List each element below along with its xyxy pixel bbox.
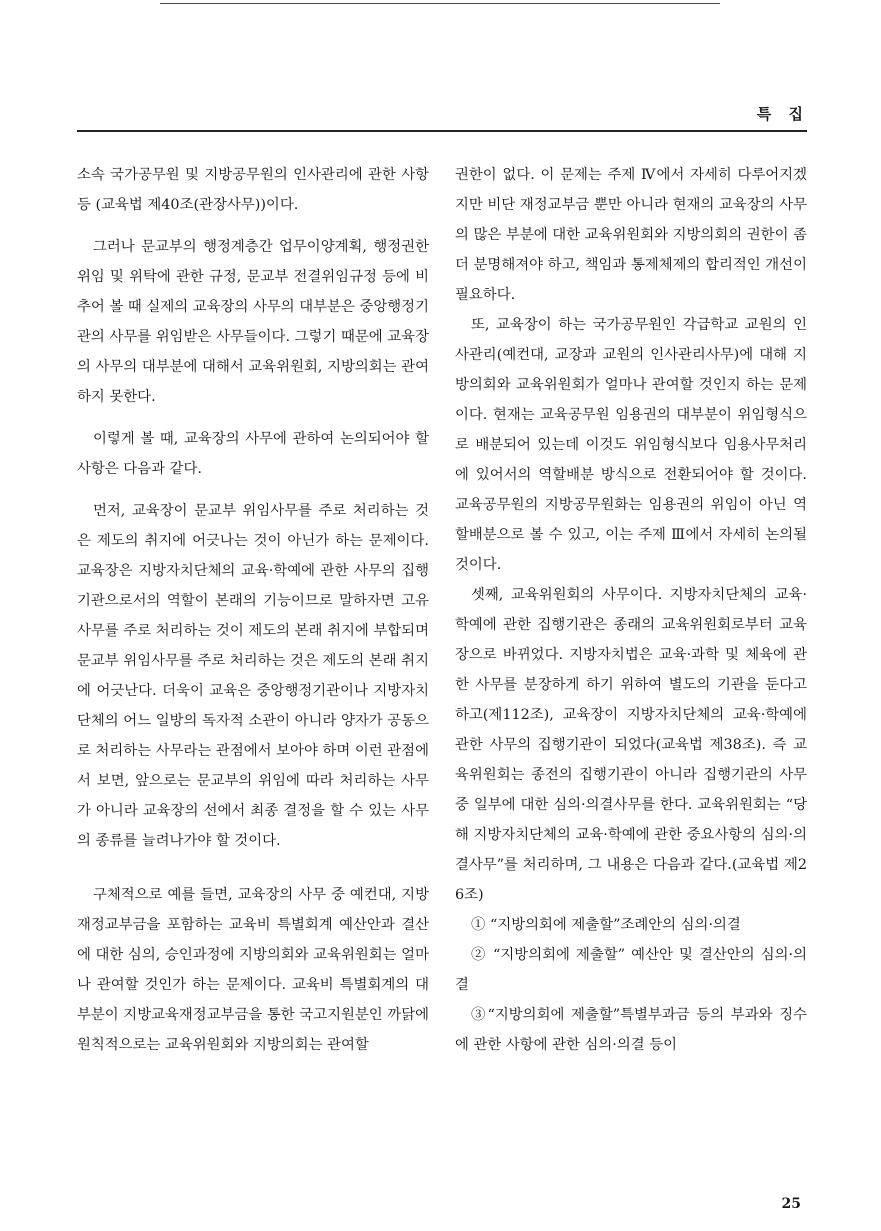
page-number: 25 bbox=[781, 1196, 801, 1212]
left-paragraph-1: 소속 국가공무원 및 지방공무원의 인사관리에 관한 사항 등 (교육법 제40조(관장사무))이다. bbox=[77, 167, 429, 213]
section-label: 특 집 bbox=[756, 105, 809, 123]
right-list-item-2: ② “지방의회에 제출할” 예산안 및 결산안의 심의·의결 bbox=[455, 947, 807, 993]
header-rule bbox=[77, 130, 807, 132]
right-paragraph-2: 또, 교육장이 하는 국가공무원인 각급학교 교원의 인사관리(예컨대, 교장과 교원의 인사관리사무)에 대해 지방의회와 교육위원회가 얼마나 관여할 것인지 하는 문제이다. 현재는 교육공무원 임용권의 대부분이 위임형식으로 배분되어 있는데 이것도 위임형식보다 임용사무처리에 있어서의 역할배분 방식으로 전환되어야 할 것이다. 교육공무원의 지방공무원화는 임용권의 위임이 아닌 역할배분으로 볼 수 있고, 이는 주제 Ⅲ에서 자세히 논의될 것이다. bbox=[455, 317, 807, 573]
right-paragraph-3: 셋째, 교육위원회의 사무이다. 지방자치단체의 교육·학예에 관한 집행기관은 종래의 교육위원회로부터 교육장으로 바뀌었다. 지방자치법은 교육·과학 및 체육에 관한 사무를 분장하게 하기 위하여 별도의 기관을 둔다고 하고(제112조), 교육장이 지방자치단체의 교육·학예에 관한 사무의 집행기관이 되었다(교육법 제38조). 즉 교육위원회는 종전의 집행기관이 아니라 집행기관의 사무중 일부에 대한 심의·의결사무를 한다. 교육위원회는 “당해 지방자치단체의 교육·학예에 관한 중요사항의 심의·의결사무”를 처리하며, 그 내용은 다음과 같다.(교육법 제26조) bbox=[455, 587, 807, 903]
left-column bbox=[77, 160, 429, 1060]
top-border-line bbox=[160, 3, 720, 4]
left-paragraph-3: 이렇게 볼 때, 교육장의 사무에 관하여 논의되어야 할 사항은 다음과 같다. bbox=[77, 431, 429, 477]
left-paragraph-2: 그러나 문교부의 행정계층간 업무이양계획, 행정권한위임 및 위탁에 관한 규정, 문교부 전결위임규정 등에 비추어 볼 때 실제의 교육장의 사무의 대부분은 중앙행정기관의 사무를 위임받은 사무들이다. 그렇기 때문에 교육장의 사무의 대부분에 대해서 교육위원회, 지방의회는 관여하지 못한다. bbox=[77, 239, 429, 405]
left-paragraph-5: 구체적으로 예를 들면, 교육장의 사무 중 예컨대, 지방재정교부금을 포함하는 교육비 특별회계 예산안과 결산에 대한 심의, 승인과정에 지방의회와 교육위원회는 얼마나 관여할 것인가 하는 문제이다. 교육비 특별회계의 대부분이 지방교육재정교부금을 통한 국고지원분인 까닭에 원칙적으로는 교육위원회와 지방의회는 관여할 bbox=[77, 887, 429, 1053]
right-list-item-3: ③“지방의회에 제출할”특별부과금 등의 부과와 징수에 관한 사항에 관한 심의·의결 등이 bbox=[455, 1007, 807, 1053]
right-paragraph-1: 권한이 없다. 이 문제는 주제 Ⅳ에서 자세히 다루어지겠지만 비단 재정교부금 뿐만 아니라 현재의 교육장의 사무의 많은 부분에 대한 교육위원회와 지방의회의 권한이 좀 더 분명해져야 하고, 책임과 통제체제의 합리적인 개선이 필요하다. bbox=[455, 167, 807, 303]
left-paragraph-4: 먼저, 교육장이 문교부 위임사무를 주로 처리하는 것은 제도의 취지에 어긋나는 것이 아닌가 하는 문제이다. 교육장은 지방자치단체의 교육·학예에 관한 사무의 집행기관으로서의 역할이 본래의 기능이므로 말하자면 고유사무를 주로 처리하는 것이 제도의 본래 취지에 부합되며 문교부 위임사무를 주로 처리하는 것은 제도의 본래 취지에 어긋난다. 더욱이 교육은 중앙행정기관이나 지방자치단체의 어느 일방의 독자적 소관이 아니라 양자가 공동으로 처리하는 사무라는 관점에서 보아야 하며 이런 관점에서 보면, 앞으로는 문교부의 위임에 따라 처리하는 사무가 아니라 교육장의 선에서 최종 결정을 할 수 있는 사무의 종류를 늘려나가야 할 것이다. bbox=[77, 503, 429, 849]
right-list-item-1: ① “지방의회에 제출할”조례안의 심의·의결 bbox=[471, 917, 741, 933]
right-column bbox=[455, 160, 807, 1060]
